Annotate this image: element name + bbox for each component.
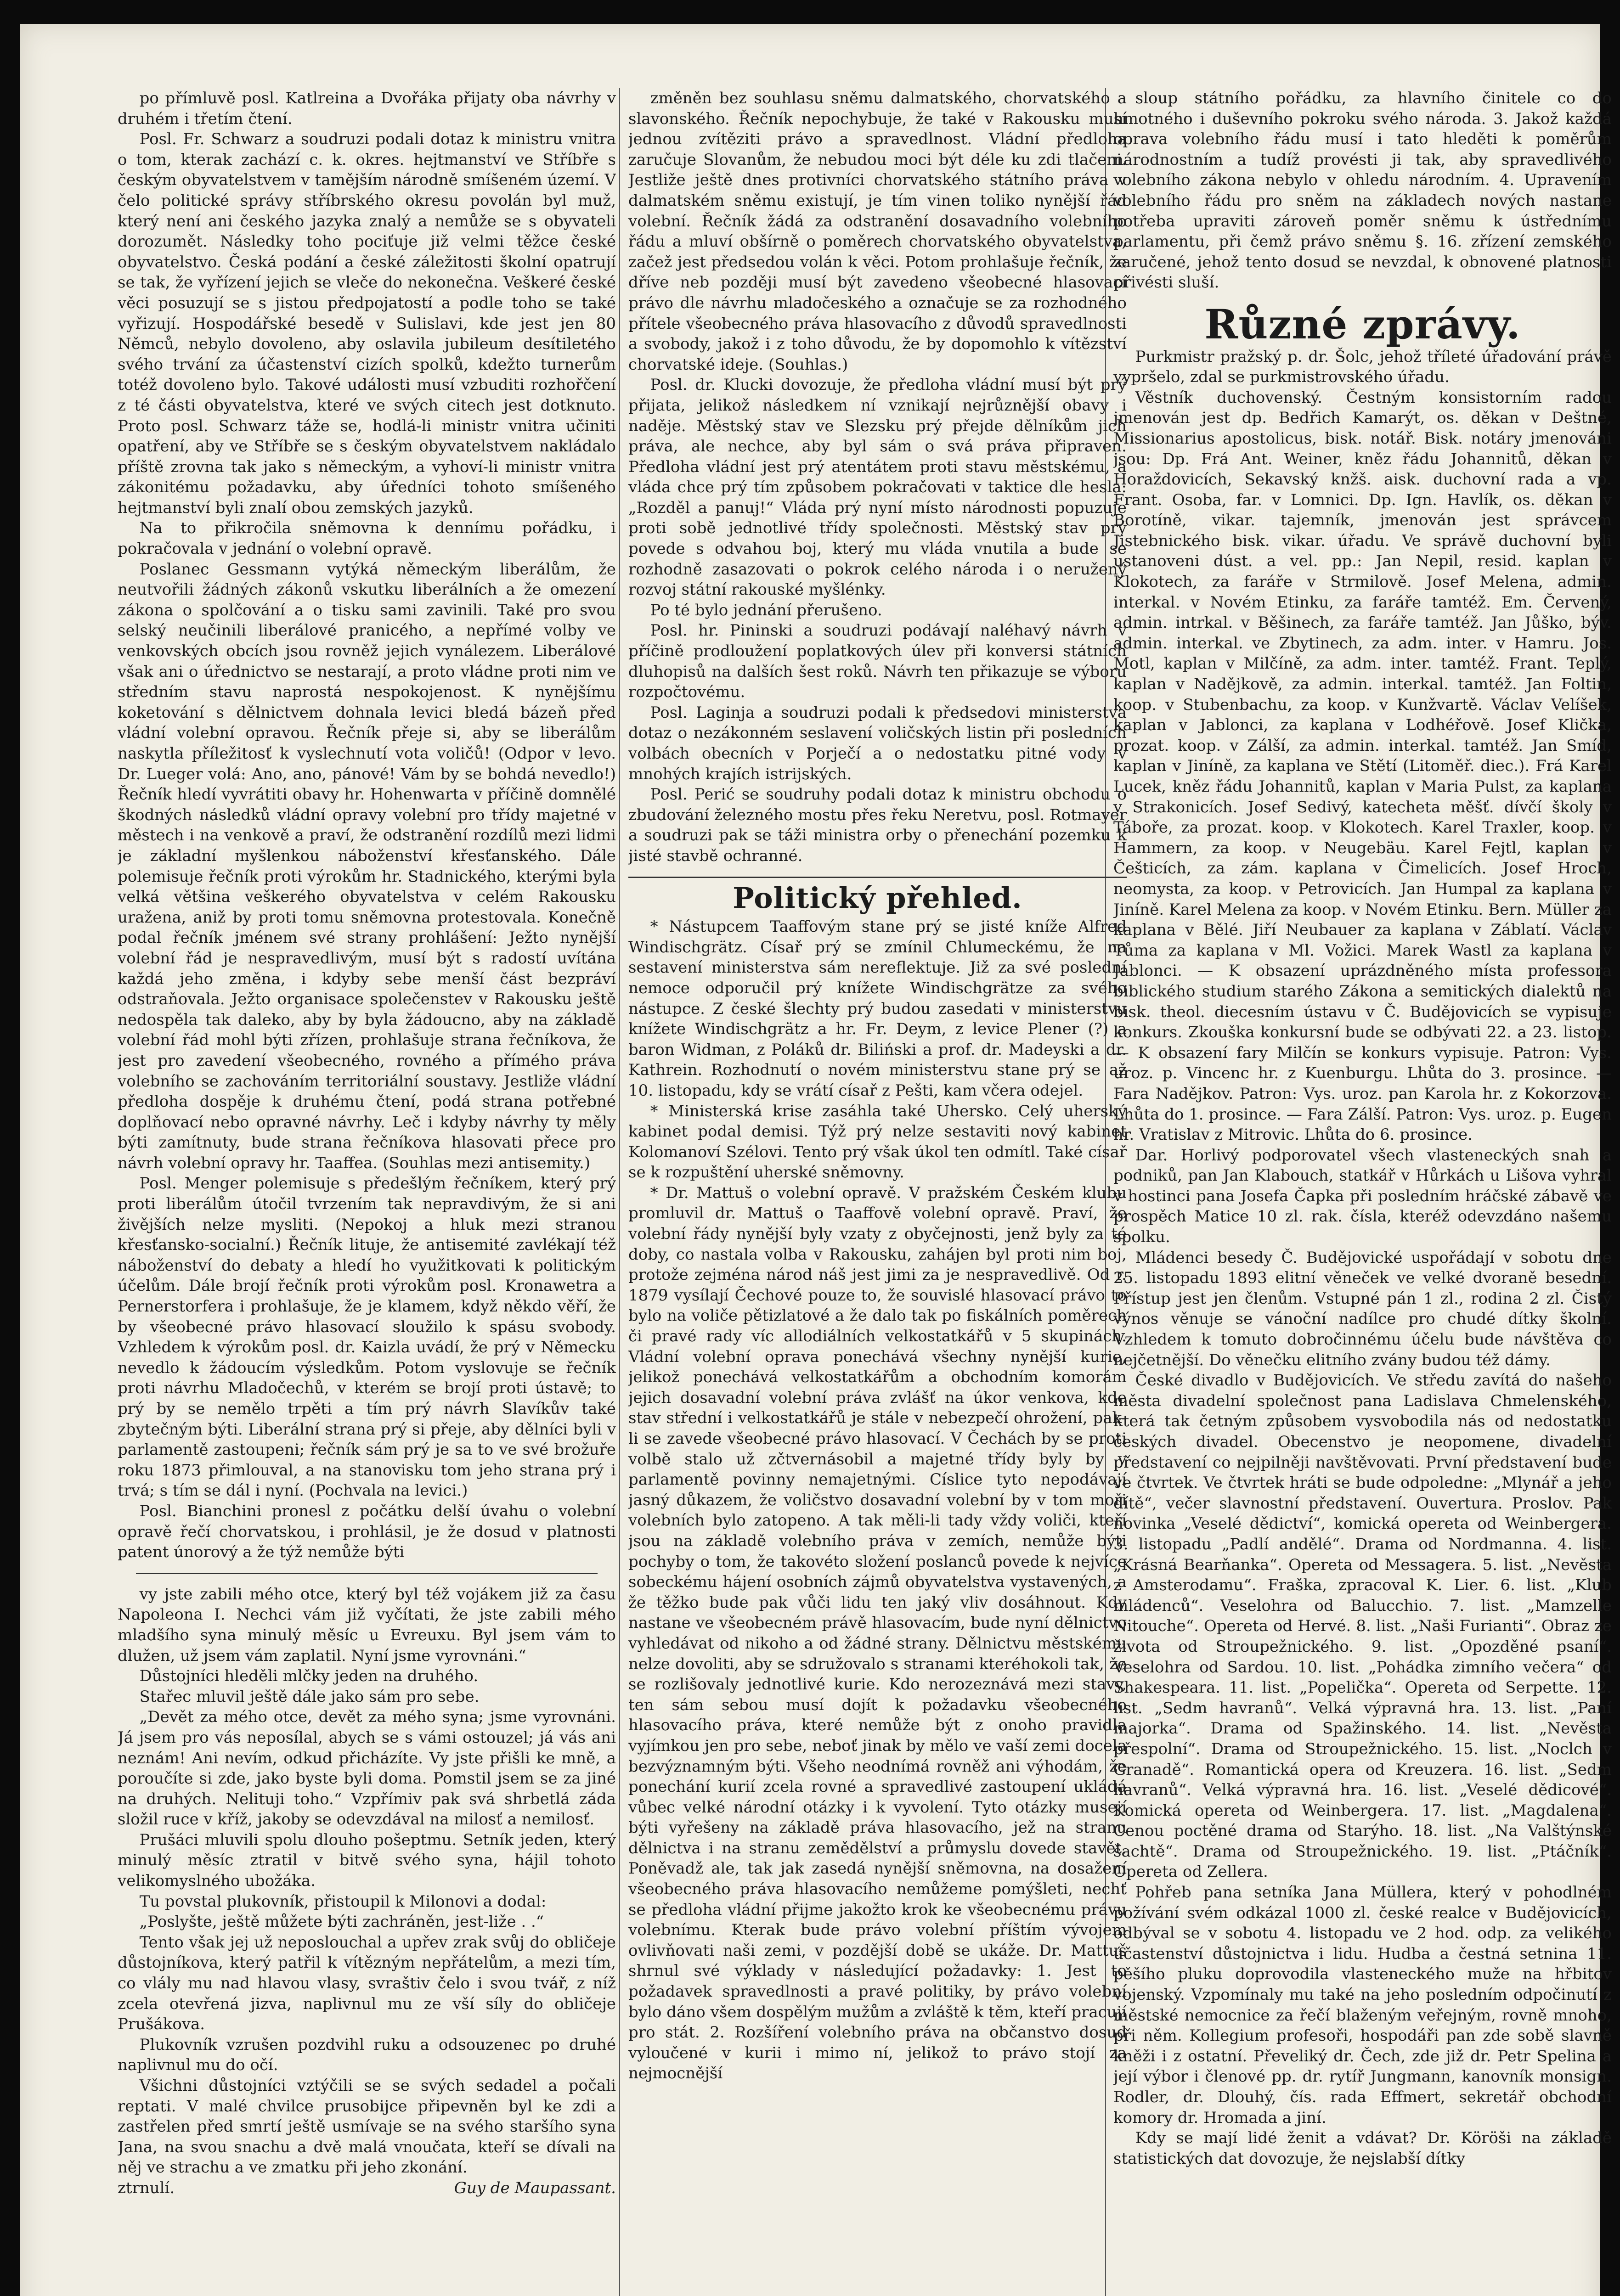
column-2: [628, 88, 1127, 2296]
paragraph: Tento však jej už neposlouchal a upřev zrak svůj do obličeje důstojníkova, který patřil k vítězným nepřátelům, a mezi tím, co vlály mu nad hlavou vlasy, svraštiv čelo i svou tvář, z níž zcela otevřená jizva, naplivnul mu ze vší síly do obličeje Prušákova.: [118, 1933, 616, 2034]
section-divider: [628, 877, 1127, 878]
paragraph: Po té bylo jednání přerušeno.: [650, 601, 882, 619]
paragraph: Posl. Fr. Schwarz a soudruzi podali dotaz k ministru vnitra o tom, kterak zachází c. k. okres. hejtmanství ve Stříbře s českým obyvatelstvem v tamějším národně smíšeném území. V čelo politické správy stříbrského okresu povolán byl muž, který není ani českého jazyka znalý a nemůže se s obyvateli dorozumět. Následky toho pociťuje již velmi těžce české obyvatelstvo. Česká podání a české záležitosti školní opatrují se tak, že vyřízení jejich se vleče do nekonečna. Veškeré české věci posuzují se s jistou předpojatostí a podle toho se také vyřizují. Hospodářské besedě v Sulislavi, kde jest jen 80 Němců, nebylo dovoleno, aby oslavila jubileum desítiletého svého trvání za účastenství cizích spolků, kdežto turnerům totéž dovoleno bylo. Takové události musí vzbuditi rozhořčení z té části obyvatelstva, které ve svých citech jest dotknuto. Proto posl. Schwarz táže se, hodlá-li ministr vnitra učiniti opatření, aby ve Stříbře se s českým obyvatelstvem nakládalo příště zrovna tak jako s německým, a vyhoví-li ministr vnitra zákonitému požadavku, aby úředníci tohoto smíšeného hejtmanství byli znalí obou zemských jazyků.: [118, 130, 616, 517]
parliament-report-continued: [628, 88, 1127, 867]
paragraph: Posl. Laginja a soudruzi podali k předsedovi ministerstva dotaz o nezákonném seslavení voličských listin při posledních volbách obecních v Porječí a o nedostatku pitné vody v mnohých krajích istrijských.: [628, 703, 1127, 783]
political-news-continued: [1113, 88, 1612, 293]
story-last-line: ztrnulí. Guy de Maupassant.: [118, 2178, 616, 2199]
paragraph: Tu povstal plukovník, přistoupil k Milonovi a dodal:: [139, 1892, 547, 1911]
newspaper-page: [20, 24, 1612, 2296]
column-1: [118, 88, 616, 2296]
paragraph: Prušáci mluvili spolu dlouho pošeptmu. Setník jeden, který minulý měsíc ztratil v bitvě svého syna, hájil tohoto velikomyslného ubožáka.: [118, 1830, 616, 1891]
paragraph: * Ministerská krise zasáhla také Uhersko. Celý uherský kabinet podal demisi. Týž prý nelze sestaviti nový kabinet Kolomanoví Szélovi. Tento prý však úkol ten odmítl. Také císař se k rozpuštění uherské sněmovny.: [628, 1102, 1127, 1182]
paragraph: Všichni důstojníci vztýčili se se svých sedadel a počali reptati. V malé chvilce prusobijce připevněn byl ke zdi a zastřelen před smrtí ještě usmívaje se na svého staršího syna Jana, na svou snachu a dvě malá vnoučata, kteří se dívali na něj ve strachu a ve zmatku při jeho zkonání.: [118, 2077, 616, 2177]
paragraph: Plukovník vzrušen pozdvihl ruku a odsouzenec po druhé naplivnul mu do očí.: [118, 2035, 616, 2075]
section-heading-various: Různé zprávy.: [1204, 300, 1521, 348]
paragraph: * Dr. Mattuš o volební opravě. V pražském Českém klubu promluvil dr. Mattuš o Taaffově volební opravě. Praví, že volební řády nynější byly vzaty z obyčejnosti, jenž byly za té doby, co nastala volba v Rakousku, zahájen byl proti nim boj, protože zejména národ náš jest jimi za je nespravedlivě. Od r. 1879 vysílají Čechové pouze to, že souvislé hlasovací právo to bylo na voliče pětizlatové a že dalo tak po fiskálních poměrech či pravé rady víc allodiálních velkostatkářů v 5 skupinách. Vládní volební oprava ponechává všechny nynější kurie, jelikož ponechává velkostatkářům a obchodním komorám jejich dosavadní volební práva zvlášť na úkor venkova, kde stav střední i velkostatkářů je stále v nebezpečí ohrožení, pak-li se zavede všeobecné právo hlasovací. V Čechách by se proti volbě stalo už zčtvernásobil a majetné třídy byly by v parlamentě povinny nemajetnými. Císlice tyto nepodávají jasný důkazem, že voličstvo dosavadní volební by v tom moři volebních bylo zatopeno. A tak měli-li tady vždy voliči, kteří jsou na základě volebního práva v zemích, nemůže býti pochyby o tom, že takovéto složení poslanců povede k nejvíce sobeckému hájení osobních zájmů obyvatelstva vystavených, a že těžko bude pak vůči lidu ten jaký vliv dosáhnout. Kdy nastane ve všeobecném právě hlasovacím, bude nyní dělnictvo vyhledávat od nikoho a od žádné strany. Dělnictvu městskému nelze dovoliti, aby se sdružovalo s stranami kteréhokoli tak, že se rozlišovaly jednotlivé kurie. Kdo nerozeznává mezi stavy, ten sám sebou musí dojít k požadavku všeobecného hlasovacího práva, které nemůže být z onoho pravidla vyjímkou jen pro sebe, neboť jinak by mělo ve vaší zemi docela bezvýznamným býti. Všeho neodnímá rovněž ani výhodám, že ponechání kurií zcela rovné a spravedlivé zastoupení ukládá vůbec velké národní otázky i k vyvolení. Tyto otázky musejí býti vyřešeny na základě práva hlasovacího, jež na stranu dělnictva i na stranu zemědělství a průmyslu dovede stavět. Poněvadž ale, tak jak zasedá nynější sněmovna, na dosažení všeobecného práva hlasovacího nemůžeme pomýšleti, nechť se předloha vládní přijme jakožto krok ke všeobecnému právu volebnímu. Kterak bude právo volební příštím vývojem ovlivňovati naši zemi, v pozdější době se ukáže. Dr. Mattuš shrnul své výklady v následující požadavky: 1. Jest to požadavek spravedlnosti a pravé politiky, by právo volební bylo dáno všem dospělým mužům a zvláště k těm, kteří pracují pro stát. 2. Rozšíření volebního práva na občanstvo dosud vyloučené v kurii i mimo ní, jelikož to právo stojí za nejmocnější: [628, 1183, 1127, 2083]
paragraph: Poslanec Gessmann vytýká německým liberálům, že neutvořili žádných zákonů vskutku liberálních a že omezení zákona o spolčování a o tisku sami zavinili. Také pro svou selský neučinili liberálové pranicého, a nepřímé volby ve venkovských obcích jsou rovněž jejich vynálezem. Liberálové však ani o úřednictvo se nestarají, a proto vládne proti nim ve středním stavu naprostá nespokojenost. K nynějšímu koketování s dělnictvem dohnala levici bledá bázeň před vládní volební opravou. Řečník přeje si, aby se liberálům naskytla příležitosť k vyslechnutí vota voličů! (Odpor v levo. Dr. Lueger volá: Ano, ano, pánové! Vám by se bohdá nevedlo!) Řečník hledí vyvrátiti obavy hr. Hohenwarta v příčině domnělé škodných následků vládní opravy volební pro třídy majetné v městech i na venkově a praví, že odstranění rozdílů mezi lidmi je základní myšlenkou náboženství křesťanského. Dále polemisuje řečník proti výrokům hr. Stadnického, kterými byla velká většina veškerého obyvatelstva v celém Rakousku uražena, aniž by proti tomu sněmovna protestovala. Konečně podal řečník jménem své strany prohlášení: Ježto nynější volební řád je nespravedlivým, musí být s radostí uvítána každá jeho změna, i kdyby sebe menší část bezpráví odstraňovala. Ježto organisace společenstev v Rakousku ještě nedospěla tak daleko, aby by byla žádoucno, aby na základě volební řád mohl býti zřízen, prohlašuje strana řečníkova, že jest pro zavedení všeobecného, rovného a přímého práva volebního se zachováním territoriální soustavy. Jestliže vládní předloha dospěje k druhému čtení, podá strana potřebné doplňovací nebo opravné návrhy. Leč i kdyby návrhy ty měly býti zamítnuty, bude strana řečníkova hlasovati přece pro návrh volební opravy hr. Taaffea. (Souhlas mezi antisemity.): [118, 560, 616, 1172]
paragraph: Posl. Perić se soudruhy podali dotaz k ministru obchodu o zbudování železného mostu přes řeku Neretvu, posl. Rotmayer a soudruzi pak se táži ministra orby o přenechání pozemku k jisté stavbě ochranné.: [628, 785, 1127, 865]
paragraph: Posl. Bianchini pronesl z počátku delší úvahu o volební opravě řečí chorvatskou, i prohlásil, je že dosud v platnosti patent únorový a že týž nemůže býti: [118, 1502, 616, 1562]
paragraph: Pohřeb pana setníka Jana Müllera, který v pohodlném požívání svém odkázal 1000 zl. české realce v Budějovicích, odbýval se v sobotu 4. listopadu ve 2 hod. odp. za velikého účastenství důstojnictva i lidu. Hudba a čestná setnina 11. pěšího pluku doprovodila vlasteneckého muže na hřbitov vojenský. Vzpomínaly mu také na jeho posledním odpočinutí z městské nemocnice za řečí blaženým veřejným, rovně mnoho, při něm. Kollegium profesoři, hospodáři pan zde sobě slavně kněži i z ostatní. Převeliký dr. Čech, zde již dr. Petr Spelina a její výbor i členové pp. dr. rytíř Jungmann, kanovník monsign. Rodler, dr. Dlouhý, čís. rada Effmert, sekretář obchodní komory dr. Hromada a jiní.: [1113, 1883, 1612, 2127]
paragraph: Na to přikročila sněmovna k dennímu pořádku, i pokračovala v jednání o volební opravě.: [118, 519, 616, 558]
paragraph: Posl. dr. Klucki dovozuje, že předloha vládní musí být prý přijata, jelikož následkem ní vznikají nejrůznější obavy i naděje. Městský stav ve Slezsku prý přejde dělníkům jich práva, ale nechce, aby byl sám o svá práva připraven. Předloha vládní jest prý atentátem proti stavu městskému, a vláda chce prý tím způsobem pokračovati v taktice dle hesla: „Rozděl a panuj!“ Vláda prý nyní místo národnosti popuzuje proti sobě jednotlivé třídy společnosti. Městský stav prý povede s odvahou boj, který mu vláda vnutila a bude se rozhodně zasazovati o pokrok celého národa i o neružený rozvoj státní rakouské myšlénky.: [628, 376, 1127, 599]
column-3: [1113, 88, 1612, 2296]
column-divider: [619, 88, 620, 2296]
section-divider: [136, 1573, 598, 1574]
paragraph: změněn bez souhlasu sněmu dalmatského, chorvatského a slavonského. Řečník nepochybuje, že také v Rakousku musí jednou zvítěziti právo a spravedlnost. Vládní předloha zaručuje Slovanům, že nebudou moci být déle ku zdi tlačeni. Jestliže ještě dnes protivníci chorvatského státního práva v dalmatském sněmu existují, je tím vinen toliko nynější řád volební. Řečník žádá za odstranění dosavadního volebního řádu a mluví obšírně o poměrech chorvatského obyvatelstva, začež jest předsedou volán k věci. Potom prohlašuje řečník, že dříve neb později musí být zavedeno všeobecné hlasovací právo dle návrhu mladočeského a označuje se za rozhodného přítele všeobecného práva hlasovacího z důvodů spravedlnosti a svobody, jakož i z toho důvodu, že by dopomohlo k vítězství chorvatské ideje. (Souhlas.): [628, 89, 1127, 374]
paragraph: „Devět za mého otce, devět za mého syna; jsme vyrovnáni. Já jsem pro vás neposílal, abych se s vámi ostouzel; já vás ani neznám! Ani nevím, odkud přicházíte. Vy jste přišli ke mně, a poroučíte si zde, jako byste byli doma. Pomstil jsem se za jiné na druhých. Nelituji toho.“ Vzpřímiv pak svá shrbetlá záda složil ruce v kříž, jakoby se odevzdával na milosť a nemilosť.: [118, 1708, 616, 1829]
paragraph: Věstník duchovenský. Čestným konsistorním radou jmenován jest dp. Bedřich Kamarýt, os. děkan v Deštné, Missionarius apostolicus, bisk. notář. Bisk. notáry jmenováni jsou: Dp. Frá Ant. Weiner, kněz řádu Johannitů, děkan v Horaždovicích, Sekavský knžš. aisk. duchovní rada a vp. Frant. Osoba, far. v Lomnici. Dp. Ign. Havlík, os. děkan v Borotíně, vikar. tajemník, jmenován jest správcem Jistebnického bisk. vikar. úřadu. Ve správě duchovní byli ustanoveni dúst. a vel. pp.: Jan Nepil, resid. kaplan v Klokotech, za faráře v Strmilově. Josef Melena, admin. interkal. v Novém Etinku, za faráře tamtéž. Em. Červený, admin. intrkal. v Běšinech, za faráře tamtéž. Jan Jůško, býv. admin. interkal. ve Zbytinech, za adm. inter. v Hamru. Jos. Motl, kaplan v Milčíně, za adm. inter. tamtéž. Frant. Teplý, kaplan v Nadějkově, za admin. interkal. tamtéž. Jan Foltin, koop. v Stubenbachu, za koop. v Kunžvartě. Václav Velíšek, kaplan v Jablonci, za kaplana v Lodhéřově. Josef Klička, prozat. koop. v Zálší, za admin. interkal. tamtéž. Jan Smíd, kaplan v Jiníně, za kaplana ve Stětí (Litoměř. diec.). Frá Karel Lucek, kněz řádu Johannitů, kaplan v Maria Pulst, za kaplana v Strakonicích. Josef Sedivý, katecheta měšť. dívčí školy v Táboře, za prozat. koop. v Klokotech. Karel Traxler, koop. v Hammern, za koop. v Neugebäu. Karel Fejtl, kaplan v Češticích, za zám. kaplana v Čimelicích. Josef Hroch, neomysta, za koop. v Petrovicích. Jan Humpal za kaplana v Jiníně. Karel Melena za koop. v Novém Etinku. Bern. Müller za kaplana v Bělé. Jiří Neubauer za kaplana v Záblatí. Václav Tůma za kaplana v Ml. Vožici. Marek Wastl za kaplana v Jablonci. — K obsazení uprázdněného místa professora biblického studium starého Zákona a semitických dialektů na bisk. theol. diecesním ústavu v Č. Budějovicích se vypisuje konkurs. Zkouška konkursní bude se odbývati 22. a 23. listop. — K obsazení fary Milčín se konkurs vypisuje. Patron: Vys. uroz. p. Vincenc hr. z Kuenburgu. Lhůta do 3. prosince. — Fara Nadějkov. Patron: Vys. uroz. pan Karola hr. z Kokorzova. Lhůta do 1. prosince. — Fara Zálší. Patron: Vys. uroz. p. Eugen hr. Vratislav z Mitrovic. Lhůta do 6. prosince.: [1113, 388, 1612, 1144]
section-heading-political: Politický přehled.: [733, 881, 1022, 915]
paragraph: Kdy se mají lidé ženit a vdávat? Dr. Köröši na základě statistických dat dovozuje, že nejslabší dítky: [1113, 2129, 1612, 2168]
paragraph: Posl. hr. Pininski a soudruzi podávají naléhavý návrh v příčině prodloužení poplatkových úlev při konversi státních dluhopisů na dalších šest roků. Návrh ten přikazuje se výboru rozpočtovému.: [628, 621, 1127, 702]
paragraph: * Nástupcem Taaffovým stane prý se jisté kníže Alfred Windischgrätz. Císař prý se zmínil Chlumeckému, že na sestavení ministerstva sám nereflektuje. Již za své poslední nemoce odporučil prý knížete Windischgrätze za svého nástupce. Z české šlechty prý budou zasedati v ministerstvu knížete Windischgrätz a hr. Fr. Deym, z levice Plener (?) a baron Widman, z Poláků dr. Biliński a prof. dr. Madeyski a dr. Kathrein. Rozhodnutí o novém ministerstvu stane prý se až 10. listopadu, kdy se vrátí císař z Pešti, kam včera odejel.: [628, 917, 1127, 1100]
paragraph: sloup státního pořádku, za hlavního činitele co do hmotného i duševního pokroku svého národa. 3. Jakož každá oprava volebního řádu musí i tato hleděti k poměrům národnostním a tudíž provésti ji tak, aby spravedlivého volebního zákona nebylo v ohledu národním. 4. Upravením volebního řádu pro sněm na základech nových nastane potřeba upraviti zároveň poměr sněmu k ústřednímu parlamentu, při čemž právo sněmu §. 16. zřízení zemského zaručené, jehož tento dosud se nevzdal, k obnovené platnosti přivésti sluší.: [1113, 89, 1612, 292]
paragraph: vy jste zabili mého otce, který byl též vojákem již za času Napoleona I. Nechci vám již vyčítati, že jste zabili mého mladšího syna minulý měsíc u Evreuxu. Byl jsem vám to dlužen, už jsem vám zaplatil. Nyní jsme vyrovnáni.“: [118, 1585, 616, 1665]
paragraph: Dar. Horlivý podporovatel všech vlasteneckých snah a podniků, pan Jan Klabouch, statkář v Hůrkách u Lišova vyhral v hostinci pana Josefa Čapka při posledním hráčské zábavě ve prospěch Matice 10 zl. rak. čísla, kteréž odevzdáno našemu spolku.: [1113, 1146, 1612, 1247]
paragraph: Purkmistr pražský p. dr. Šolc, jehož tříleté úřadování právě vypršelo, zdal se purkmistrovského úřadu.: [1113, 347, 1612, 387]
paragraph: Posl. Menger polemisuje s předešlým řečníkem, který prý proti liberálům útočil tvrzením tak nepravdivým, že si ani živějších nelze mysliti. (Nepokoj a hluk mezi stranou křesťansko-socialní.) Řečník lituje, že antisemité zavlékají též náboženství do debaty a hledí ho využitkovati k politickým účelům. Dále brojí řečník proti výrokům posl. Kronawetra a Pernerstorfera i prohlašuje, že je klamem, když někdo věří, že by všeobecné právo hlasovací sloužilo k spásu svobody. Vzhledem k výrokům posl. dr. Kaizla uvádí, že prý v Německu nevedlo k žádoucím výsledkům. Potom vyslovuje se řečník proti návrhu Mladočechů, v kterém se brojí proti ústavě; to prý by se nemělo trpěti a tím prý návrh Slavíkův také zbytečným býti. Liberální strana prý si přeje, aby dělníci byli v parlamentě zastoupeni; řečník sám prý je sa to ve své brožuře roku 1873 přimlouval, a na stanovisku tom jeho strana prý i trvá; s tím se dál i nyní. (Pochvala na levici.): [118, 1174, 616, 1500]
paragraph: po přímluvě posl. Katlreina a Dvořáka přijaty oba návrhy v druhém i třetím čtení.: [118, 89, 616, 128]
paragraph: „Poslyšte, ještě můžete býti zachráněn, jest-liže . .“: [139, 1913, 544, 1931]
various-news: [1113, 347, 1612, 2169]
paragraph: Důstojníci hleděli mlčky jeden na druhého.: [139, 1667, 479, 1686]
author-signature: Guy de Maupassant.: [454, 2178, 616, 2197]
paragraph: Mládenci besedy Č. Budějovické uspořádají v sobotu dne 25. listopadu 1893 elitní věneček ve velké dvoraně besední. Přístup jest jen členům. Vstupné pán 1 zl., rodina 2 zl. Čistý výnos věnuje se vánoční nadílce pro chudé dítky školní. Vzhledem k tomuto dobročinnému účelu bude návštěva co nejčetnější. Do věnečku elitního zvány budou též dámy.: [1113, 1248, 1612, 1369]
paragraph: Stařec mluvil ještě dále jako sám pro sebe.: [139, 1687, 480, 1706]
feuilleton-story: [118, 1584, 616, 2178]
paragraph: České divadlo v Budějovicích. Ve středu zavítá do našeho města divadelní společnost pana Ladislava Chmelenského, která tak četným způsobem vysvobodila nás od nedostatku českých divadel. Obecenstvo je neopomene, divadelní představení co nejpilněji navštěvovati. První představení bude ve čtvrtek. Ve čtvrtek hráti se bude odpoledne: „Mlynář a jeho dítě“, večer slavnostní představení. Ouvertura. Proslov. Pak novinka „Veselé dědictví“, komická opereta od Weinbergera. 3. listopadu „Padlí andělé“. Drama od Nordmanna. 4. list. „Krásná Bearňanka“. Opereta od Messagera. 5. list. „Nevěsta z Amsterodamu“. Fraška, zpracoval K. Lier. 6. list. „Klub mládenců“. Veselohra od Balucchio. 7. list. „Mamzelle Nitouche“. Opereta od Hervé. 8. list. „Naši Furianti“. Obraz ze života od Stroupežnického. 9. list. „Opozděné psaní“. Veselohra od Sardou. 10. list. „Pohádka zimního večera“ od Shakespeara. 11. list. „Popelička“. Opereta od Serpette. 12. list. „Sedm havranů“. Velká výpravná hra. 13. list. „Paní majorka“. Drama od Spažinského. 14. list. „Nevěsta přespolní“. Drama od Stroupežnického. 15. list. „Noclch v Granadě“. Romantická opera od Kreuzera. 16. list. „Sedm havranů“. Velká výpravná hra. 16. list. „Veselé dědicové“. Komická opereta od Weinbergera. 17. list. „Magdalena“. Cenou poctěné drama od Starýho. 18. list. „Na Valštýnské šachtě“. Drama od Stroupežnického. 19. list. „Ptáčník“. Opereta od Zellera.: [1113, 1371, 1612, 1881]
political-news: [628, 917, 1127, 2084]
parliament-report: [118, 88, 616, 1563]
